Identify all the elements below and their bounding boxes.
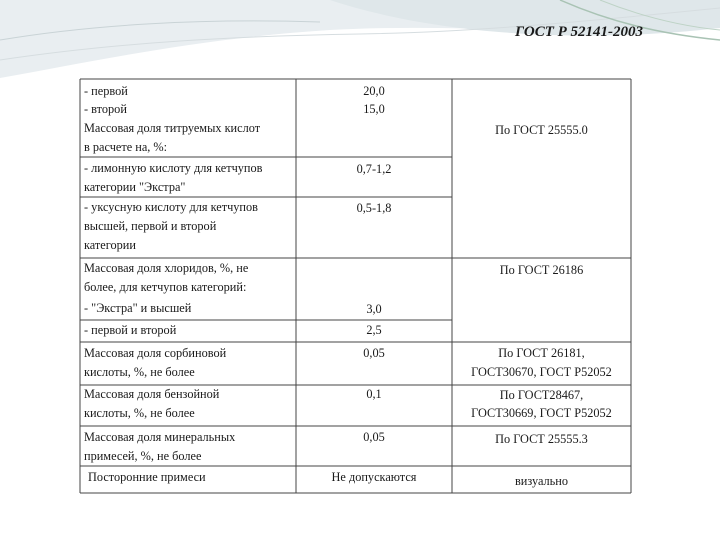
table-cell-method: визуально	[514, 474, 568, 488]
table-cell-method: По ГОСТ 26186	[499, 263, 584, 277]
table-cell-value: Не допускаются	[331, 470, 417, 484]
table-cell-param: - "Экстра" и высшей	[84, 301, 192, 315]
table-cell-value: 3,0	[366, 302, 382, 316]
table-cell-method: По ГОСТ28467,	[499, 388, 584, 402]
table-cell-param: примесей, %, не более	[84, 449, 202, 463]
table-cell-param: - уксусную кислоту для кетчупов	[84, 200, 258, 214]
table-cell-value: 0,5-1,8	[356, 201, 392, 215]
table-cell-method: По ГОСТ 25555.3	[495, 432, 588, 446]
table-cell-value: 2,5	[366, 323, 382, 337]
table-cell-method: По ГОСТ 26181,	[498, 346, 585, 360]
table-cell-value: 0,1	[366, 387, 382, 401]
table-cell-method: ГОСТ30670, ГОСТ Р52052	[471, 365, 612, 379]
table-cell-value: 0,05	[363, 346, 385, 360]
table-cell-param: - первой	[84, 84, 128, 98]
table-cell-method: По ГОСТ 25555.0	[495, 123, 588, 137]
table-cell-param: более, для кетчупов категорий:	[84, 280, 247, 294]
table-cell-value: 0,05	[363, 430, 385, 444]
table-cell-param: категории "Экстра"	[84, 180, 186, 194]
table-cell-param: - первой и второй	[84, 323, 177, 337]
table-cell-value: 15,0	[363, 102, 385, 116]
table-cell-param: категории	[84, 238, 136, 252]
table-cell-param: высшей, первой и второй	[84, 219, 217, 233]
document-title: ГОСТ Р 52141-2003	[515, 24, 644, 40]
table-cell-param: - второй	[84, 102, 127, 116]
table-cell-param: Массовая доля хлоридов, %, не	[84, 261, 249, 275]
table-cell-value: 0,7-1,2	[356, 162, 392, 176]
table-cell-param: в расчете на, %:	[84, 140, 168, 154]
table-cell-param: Посторонние примеси	[88, 470, 206, 484]
table-cell-param: Массовая доля минеральных	[84, 430, 236, 444]
table-cell-param: Массовая доля титруемых кислот	[84, 121, 261, 135]
table-cell-param: Массовая доля сорбиновой	[84, 346, 227, 360]
table-cell-param: кислоты, %, не более	[84, 406, 195, 420]
table-cell-method: ГОСТ30669, ГОСТ Р52052	[471, 406, 612, 420]
table-cell-param: Массовая доля бензойной	[84, 387, 220, 401]
table-cell-value: 20,0	[363, 84, 385, 98]
table-cell-param: кислоты, %, не более	[84, 365, 195, 379]
table-cell-param: - лимонную кислоту для кетчупов	[84, 161, 263, 175]
